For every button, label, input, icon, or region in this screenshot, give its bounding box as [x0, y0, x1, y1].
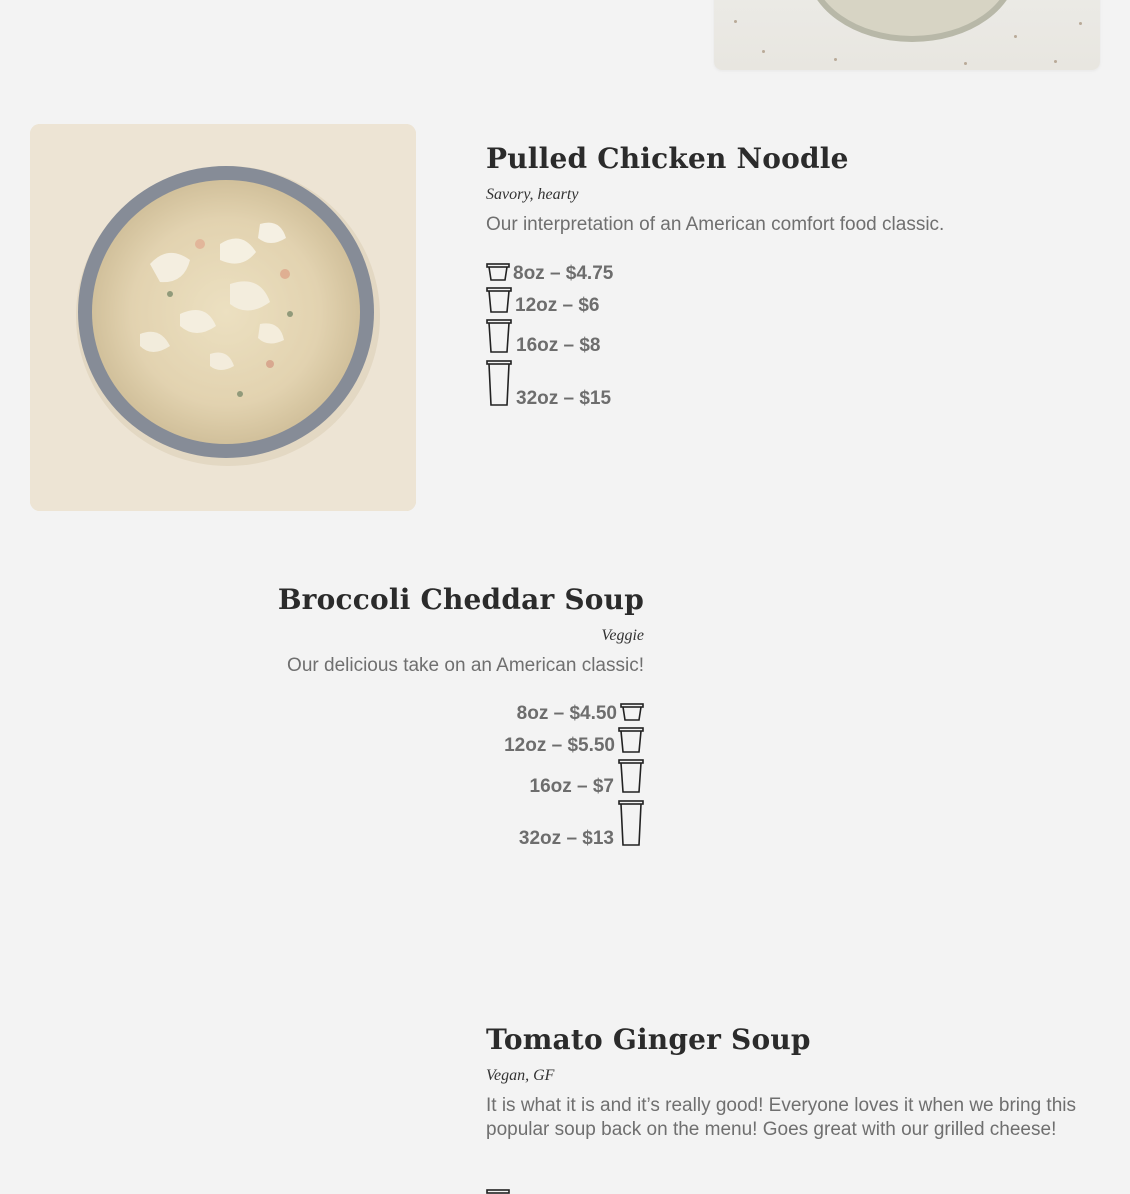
- price-12oz: 12oz – $6: [515, 295, 600, 316]
- item-description: Our interpretation of an American comfort food classic.: [486, 214, 945, 235]
- price-16oz: 16oz – $8: [516, 335, 601, 356]
- price-12oz: 12oz – $5.50: [504, 735, 615, 756]
- item-tags: Vegan, GF: [486, 1067, 555, 1084]
- price-32oz: 32oz – $13: [518, 828, 614, 849]
- price-row: [618, 800, 644, 846]
- chicken-noodle-photo: [30, 124, 416, 511]
- price-8oz: 8oz – $4.50: [516, 703, 617, 724]
- price-row: [486, 319, 512, 353]
- item-tags: Savory, hearty: [486, 186, 579, 203]
- cup-icon: [618, 727, 644, 753]
- item-title: Pulled Chicken Noodle: [486, 142, 849, 175]
- cup-icon: [486, 360, 512, 406]
- price-row: [618, 727, 644, 753]
- cup-icon: [486, 287, 512, 313]
- price-row: [486, 287, 512, 313]
- price-row: [618, 759, 644, 793]
- soup-photo-previous: [714, 0, 1100, 70]
- price-16oz: 16oz – $7: [529, 776, 614, 797]
- cup-icon: [618, 759, 644, 793]
- cup-icon: [486, 263, 510, 281]
- item-description: It is what it is and it’s really good! Everyone loves it when we bring this popular soup back on the menu! Goes great with our grilled cheese!: [486, 1095, 1076, 1140]
- price-8oz: 8oz – $4.75: [513, 263, 614, 284]
- item-tags: Veggie: [601, 627, 644, 644]
- price-row: [486, 360, 512, 406]
- cup-icon: [620, 703, 644, 721]
- cup-icon: [486, 319, 512, 353]
- item-title: Tomato Ginger Soup: [486, 1023, 811, 1056]
- price-32oz: 32oz – $15: [516, 388, 612, 409]
- item-title: Broccoli Cheddar Soup: [277, 583, 644, 616]
- price-row: [486, 263, 510, 281]
- cup-icon: [618, 800, 644, 846]
- price-row: [620, 703, 644, 721]
- price-row: [486, 1189, 510, 1194]
- cup-icon: [486, 1189, 510, 1194]
- item-description: Our delicious take on an American classic!: [287, 655, 644, 676]
